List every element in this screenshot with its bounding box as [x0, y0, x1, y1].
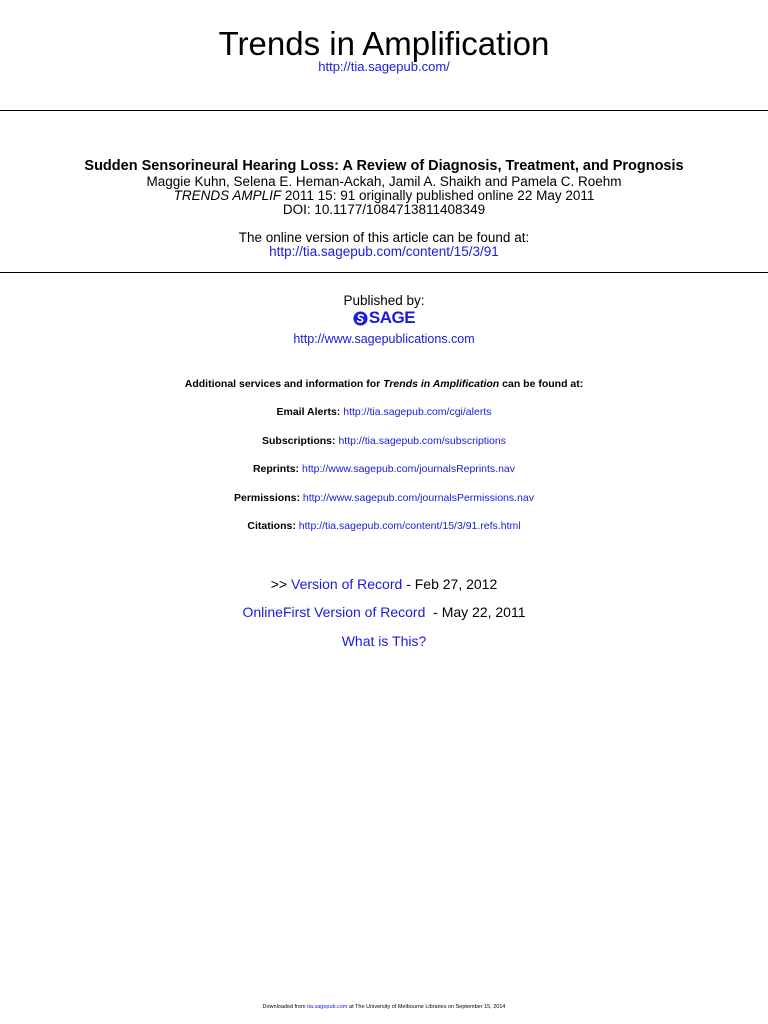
- current-version-marker: >>: [270, 576, 288, 592]
- onlinefirst-version-link[interactable]: OnlineFirst Version of Record: [242, 604, 426, 620]
- journal-title: Trends in Amplification: [218, 25, 550, 62]
- version-of-record-date: - Feb 27, 2012: [406, 576, 498, 592]
- email-alerts-label: Email Alerts:: [276, 406, 341, 418]
- services-heading-post: can be found at:: [499, 378, 584, 390]
- online-version-link[interactable]: http://tia.sagepub.com/content/15/3/91: [269, 244, 499, 259]
- sage-logo[interactable]: [0, 308, 768, 330]
- sage-logo-text: SAGE: [368, 308, 416, 327]
- subscriptions-label: Subscriptions:: [262, 435, 336, 447]
- citation-details: 2011 15: 91 originally published online 22 May 2011: [281, 188, 595, 203]
- subscriptions-link[interactable]: http://tia.sagepub.com/subscriptions: [338, 435, 506, 447]
- version-of-record-line: [0, 575, 768, 593]
- onlinefirst-version-date: - May 22, 2011: [433, 604, 526, 620]
- version-of-record-link[interactable]: Version of Record: [291, 576, 403, 592]
- sage-s-logo-icon: [353, 311, 368, 326]
- permissions-label: Permissions:: [234, 492, 300, 504]
- top-divider: [0, 110, 768, 111]
- reprints-label: Reprints:: [252, 463, 300, 475]
- online-version-url-line: [0, 244, 768, 260]
- service-email-alerts: [0, 405, 768, 419]
- permissions-link[interactable]: http://www.sagepub.com/journalsPermissions.nav: [302, 492, 534, 504]
- services-heading-pre: Additional services and information for: [184, 378, 384, 390]
- citations-label: Citations:: [247, 520, 296, 532]
- services-heading-journal: Trends in Amplification: [383, 378, 500, 390]
- footer-post: at The University of Melbourne Libraries on September 15, 2014: [347, 1004, 506, 1010]
- service-permissions: [0, 491, 768, 505]
- services-heading: [0, 377, 768, 391]
- onlinefirst-version-line: [0, 603, 768, 621]
- article-authors: Maggie Kuhn, Selena E. Heman-Ackah, Jamil A. Shaikh and Pamela C. Roehm: [146, 174, 622, 189]
- published-by-label: Published by:: [343, 293, 425, 308]
- journal-abbreviation: TRENDS AMPLIF: [173, 188, 282, 203]
- journal-url-line: [0, 59, 768, 75]
- citations-link[interactable]: http://tia.sagepub.com/content/15/3/91.refs.html: [298, 520, 521, 532]
- footer-pre: Downloaded from: [262, 1004, 308, 1010]
- publisher-url-link[interactable]: http://www.sagepublications.com: [293, 332, 475, 346]
- service-reprints: [0, 462, 768, 476]
- publisher-url-line: [0, 331, 768, 347]
- online-version-intro: The online version of this article can be found at:: [238, 230, 530, 245]
- service-citations: [0, 519, 768, 533]
- footer-site-link[interactable]: tia.sagepub.com: [307, 1004, 348, 1010]
- what-is-this-line: [0, 632, 768, 650]
- service-subscriptions: [0, 434, 768, 448]
- email-alerts-link[interactable]: http://tia.sagepub.com/cgi/alerts: [343, 406, 492, 418]
- download-footer: [0, 1003, 768, 1011]
- article-citation: [0, 188, 768, 203]
- what-is-this-link[interactable]: What is This?: [341, 633, 427, 649]
- article-title: Sudden Sensorineural Hearing Loss: A Review of Diagnosis, Treatment, and Prognosis: [84, 158, 684, 174]
- reprints-link[interactable]: http://www.sagepub.com/journalsReprints.nav: [301, 463, 516, 475]
- journal-url-link[interactable]: http://tia.sagepub.com/: [318, 59, 450, 74]
- middle-divider: [0, 272, 768, 273]
- article-doi: DOI: 10.1177/1084713811408349: [282, 202, 486, 217]
